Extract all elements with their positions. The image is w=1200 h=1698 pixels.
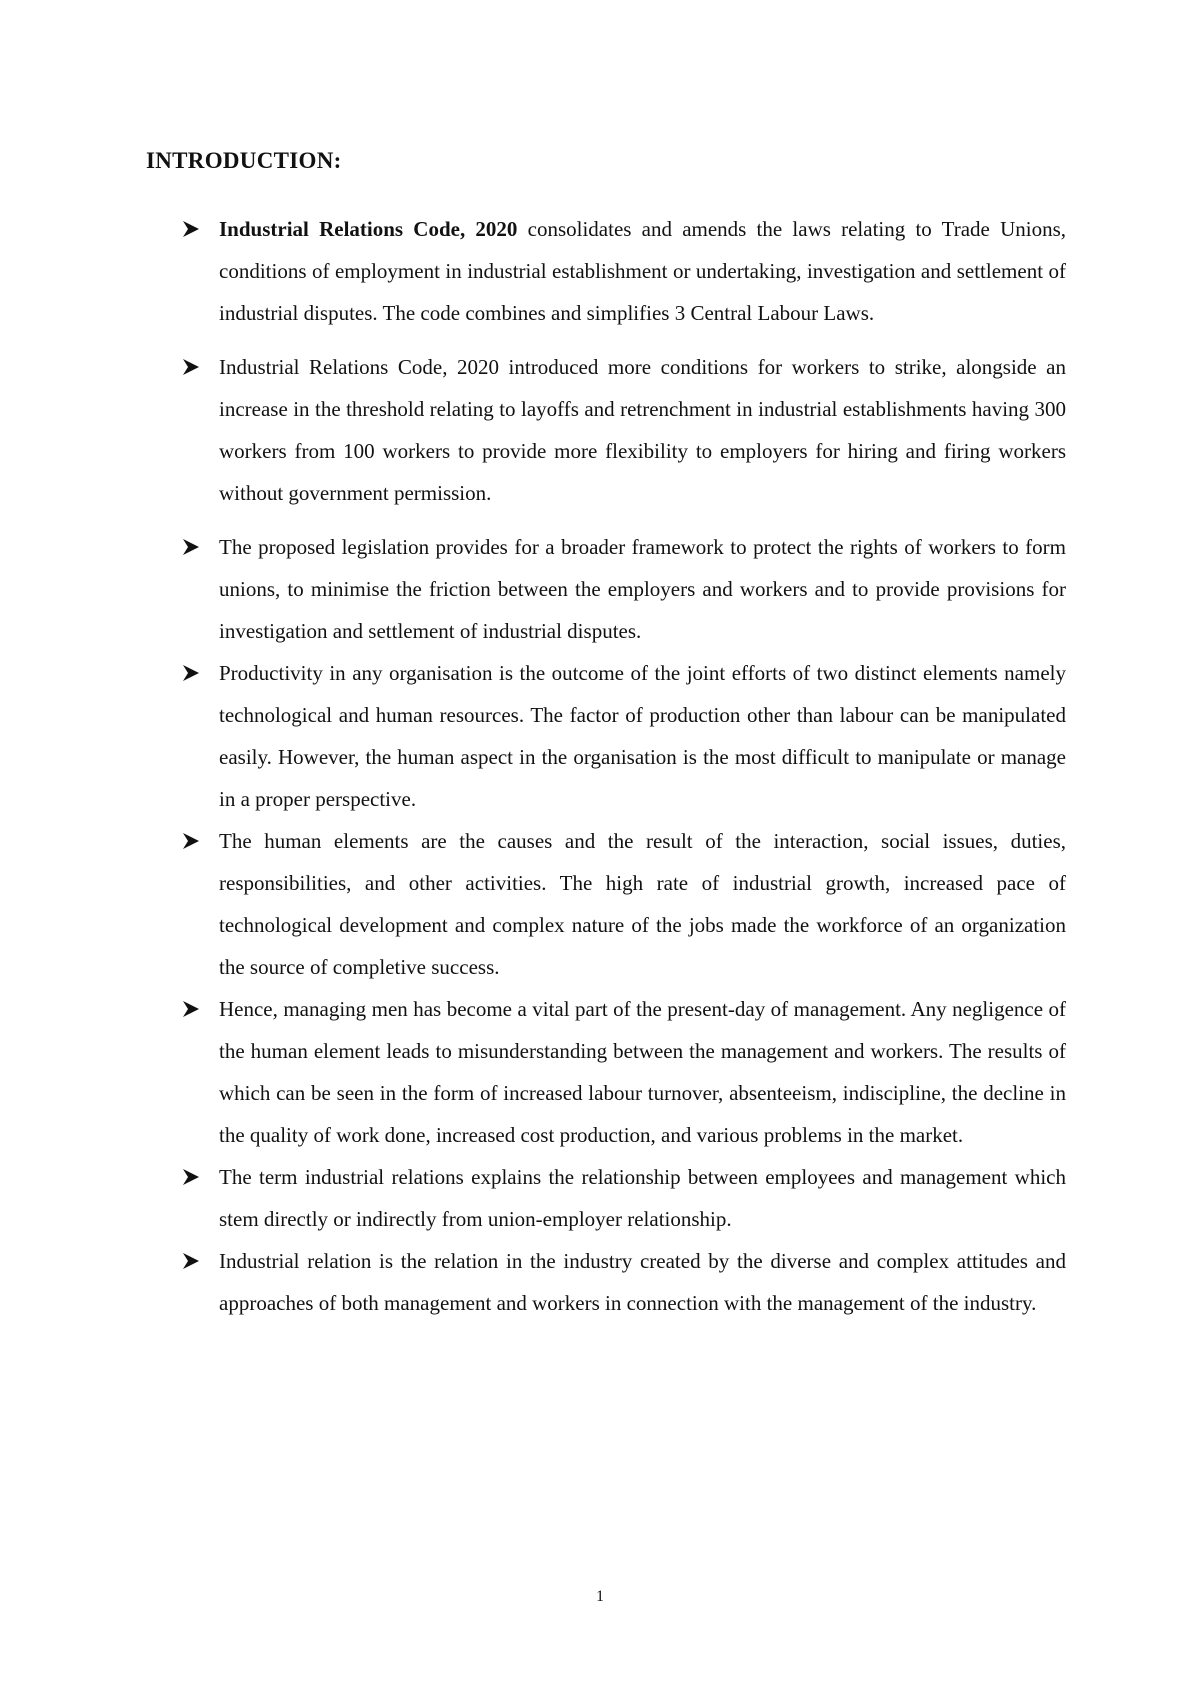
bullet-text: Industrial Relations Code, 2020 introduced more conditions for workers to strike, alongside an increase in the threshold relating to layoffs and retrenchment in industrial establishments having 300 workers from 100 workers to provide more flexibility to employers for hiring and firing workers without government permission. (219, 355, 1066, 505)
arrowhead-bullet-icon (182, 1252, 200, 1270)
arrowhead-bullet-icon (182, 832, 200, 850)
list-item (178, 1156, 1066, 1240)
bullet-lead: Industrial Relations Code, 2020 (219, 217, 518, 241)
arrowhead-bullet-icon (182, 538, 200, 556)
bullet-list (178, 208, 1066, 1324)
bullet-text: consolidates and amends the laws relating to Trade Unions, conditions of employment in industrial establishment or undertaking, investigation and settlement of industrial disputes. The code combines and simplifies 3 Central Labour Laws. (219, 217, 1066, 325)
arrowhead-bullet-icon (182, 220, 200, 238)
arrowhead-bullet-icon (182, 1168, 200, 1186)
arrowhead-bullet-icon (182, 358, 200, 376)
arrowhead-bullet-icon (182, 664, 200, 682)
list-item (178, 346, 1066, 514)
bullet-text: Productivity in any organisation is the outcome of the joint efforts of two distinct elements namely technological and human resources. The factor of production other than labour can be manipulated easily. However, the human aspect in the organisation is the most difficult to manipulate or manage in a proper perspective. (219, 661, 1066, 811)
arrowhead-bullet-icon (182, 1000, 200, 1018)
list-item (178, 652, 1066, 820)
list-item (178, 208, 1066, 334)
list-item (178, 526, 1066, 652)
list-item (178, 820, 1066, 988)
bullet-text: The proposed legislation provides for a broader framework to protect the rights of workers to form unions, to minimise the friction between the employers and workers and to provide provisions for investigation and settlement of industrial disputes. (219, 535, 1066, 643)
list-item (178, 988, 1066, 1156)
page-number: 1 (596, 1588, 604, 1605)
list-item (178, 1240, 1066, 1324)
section-heading: INTRODUCTION: (146, 148, 342, 173)
bullet-text: Hence, managing men has become a vital part of the present-day of management. Any negligence of the human element leads to misunderstanding between the management and workers. The results of which can be seen in the form of increased labour turnover, absenteeism, indiscipline, the decline in the quality of work done, increased cost production, and various problems in the market. (219, 997, 1066, 1147)
bullet-text: The human elements are the causes and the result of the interaction, social issues, duties, responsibilities, and other activities. The high rate of industrial growth, increased pace of technological development and complex nature of the jobs made the workforce of an organization the source of completive success. (219, 829, 1066, 979)
bullet-text: The term industrial relations explains the relationship between employees and management which stem directly or indirectly from union-employer relationship. (219, 1165, 1066, 1231)
bullet-text: Industrial relation is the relation in the industry created by the diverse and complex attitudes and approaches of both management and workers in connection with the management of the industry. (219, 1249, 1066, 1315)
